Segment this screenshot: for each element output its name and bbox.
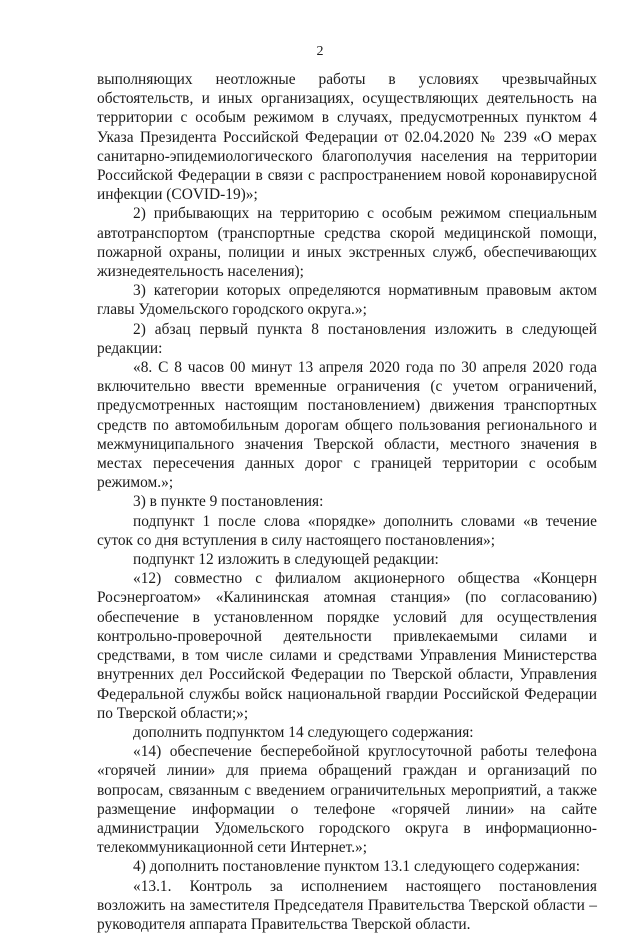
page-number: 2 [316,44,324,59]
paragraph-subpoint-14-intro: дополнить подпунктом 14 следующего содержания: [133,723,474,741]
paragraph-subpoint-1: подпункт 1 после слова «порядке» дополнить словами «в течение суток со дня вступления в силу настоящего постановления»; [97,512,597,549]
paragraph-point-8-text: «8. С 8 часов 00 минут 13 апреля 2020 года по 30 апреля 2020 года включительно ввести временные ограничения (с учетом ограничений, предусмотренных настоящим постановлением) движения транспортных средств по автомобильным дорогам общего пользования регионального и межмуниципального значения Тверской области, местного значения в местах пересечения данных дорог с границей территории с особым режимом.»; [97,359,597,492]
paragraph-continuation: выполняющих неотложные работы в условиях чрезвычайных обстоятельств, и иных организациях, осуществляющих деятельность на территории с особым режимом в случаях, предусмотренных пунктом 4 Указа Президента Российской Федерации от 02.04.2020 № 239 «О мерах санитарно-эпидемиологического благополучия населения на территории Российской Федерации в связи с распространением новой коронавирусной инфекции (COVID-19)»; [97,71,597,204]
paragraph-item-2: 2) прибывающих на территорию с особым режимом специальным автотранспортом (транспортные средства скорой медицинской помощи, пожарной охраны, полиции и иных экстренных служб, обеспечивающих жизнедеятельность населения); [97,205,597,281]
paragraph-amend-point-13-1: 4) дополнить постановление пунктом 13.1 следующего содержания: [133,858,581,876]
paragraph-amend-point-9: 3) в пункте 9 постановления: [133,493,324,511]
paragraph-subpoint-12-intro: подпункт 12 изложить в следующей редакции: [133,551,439,569]
paragraph-item-3: 3) категории которых определяются нормативным правовым актом главы Удомельского городского округа.»; [97,282,597,319]
paragraph-amend-point-8: 2) абзац первый пункта 8 постановления изложить в следующей редакции: [97,320,597,357]
document-body [97,70,597,934]
paragraph-subpoint-12-text: «12) совместно с филиалом акционерного общества «Концерн Росэнергоатом» «Калининская атомная станция» (по согласованию) обеспечение в установленном порядке условий для осуществления контрольно-проверочной деятельности привлекаемыми силами и средствами, в том числе силами и средствами Управления Министерства внутренних дел Российской Федерации по Тверской области, Управления Федеральной службы войск национальной гвардии Российской Федерации по Тверской области;»; [97,570,597,722]
paragraph-point-13-1-text: «13.1. Контроль за исполнением настоящего постановления возложить на заместителя Председателя Правительства Тверской области – руководителя аппарата Правительства Тверской области. [97,877,597,933]
paragraph-subpoint-14-text: «14) обеспечение бесперебойной круглосуточной работы телефона «горячей линии» для приема обращений граждан и организаций по вопросам, связанным с введением ограничительных мероприятий, а также размещение информации о телефоне «горячей линии» на сайте администрации Удомельского городского округа в информационно-телекоммуникационной сети Интернет.»; [97,743,597,857]
